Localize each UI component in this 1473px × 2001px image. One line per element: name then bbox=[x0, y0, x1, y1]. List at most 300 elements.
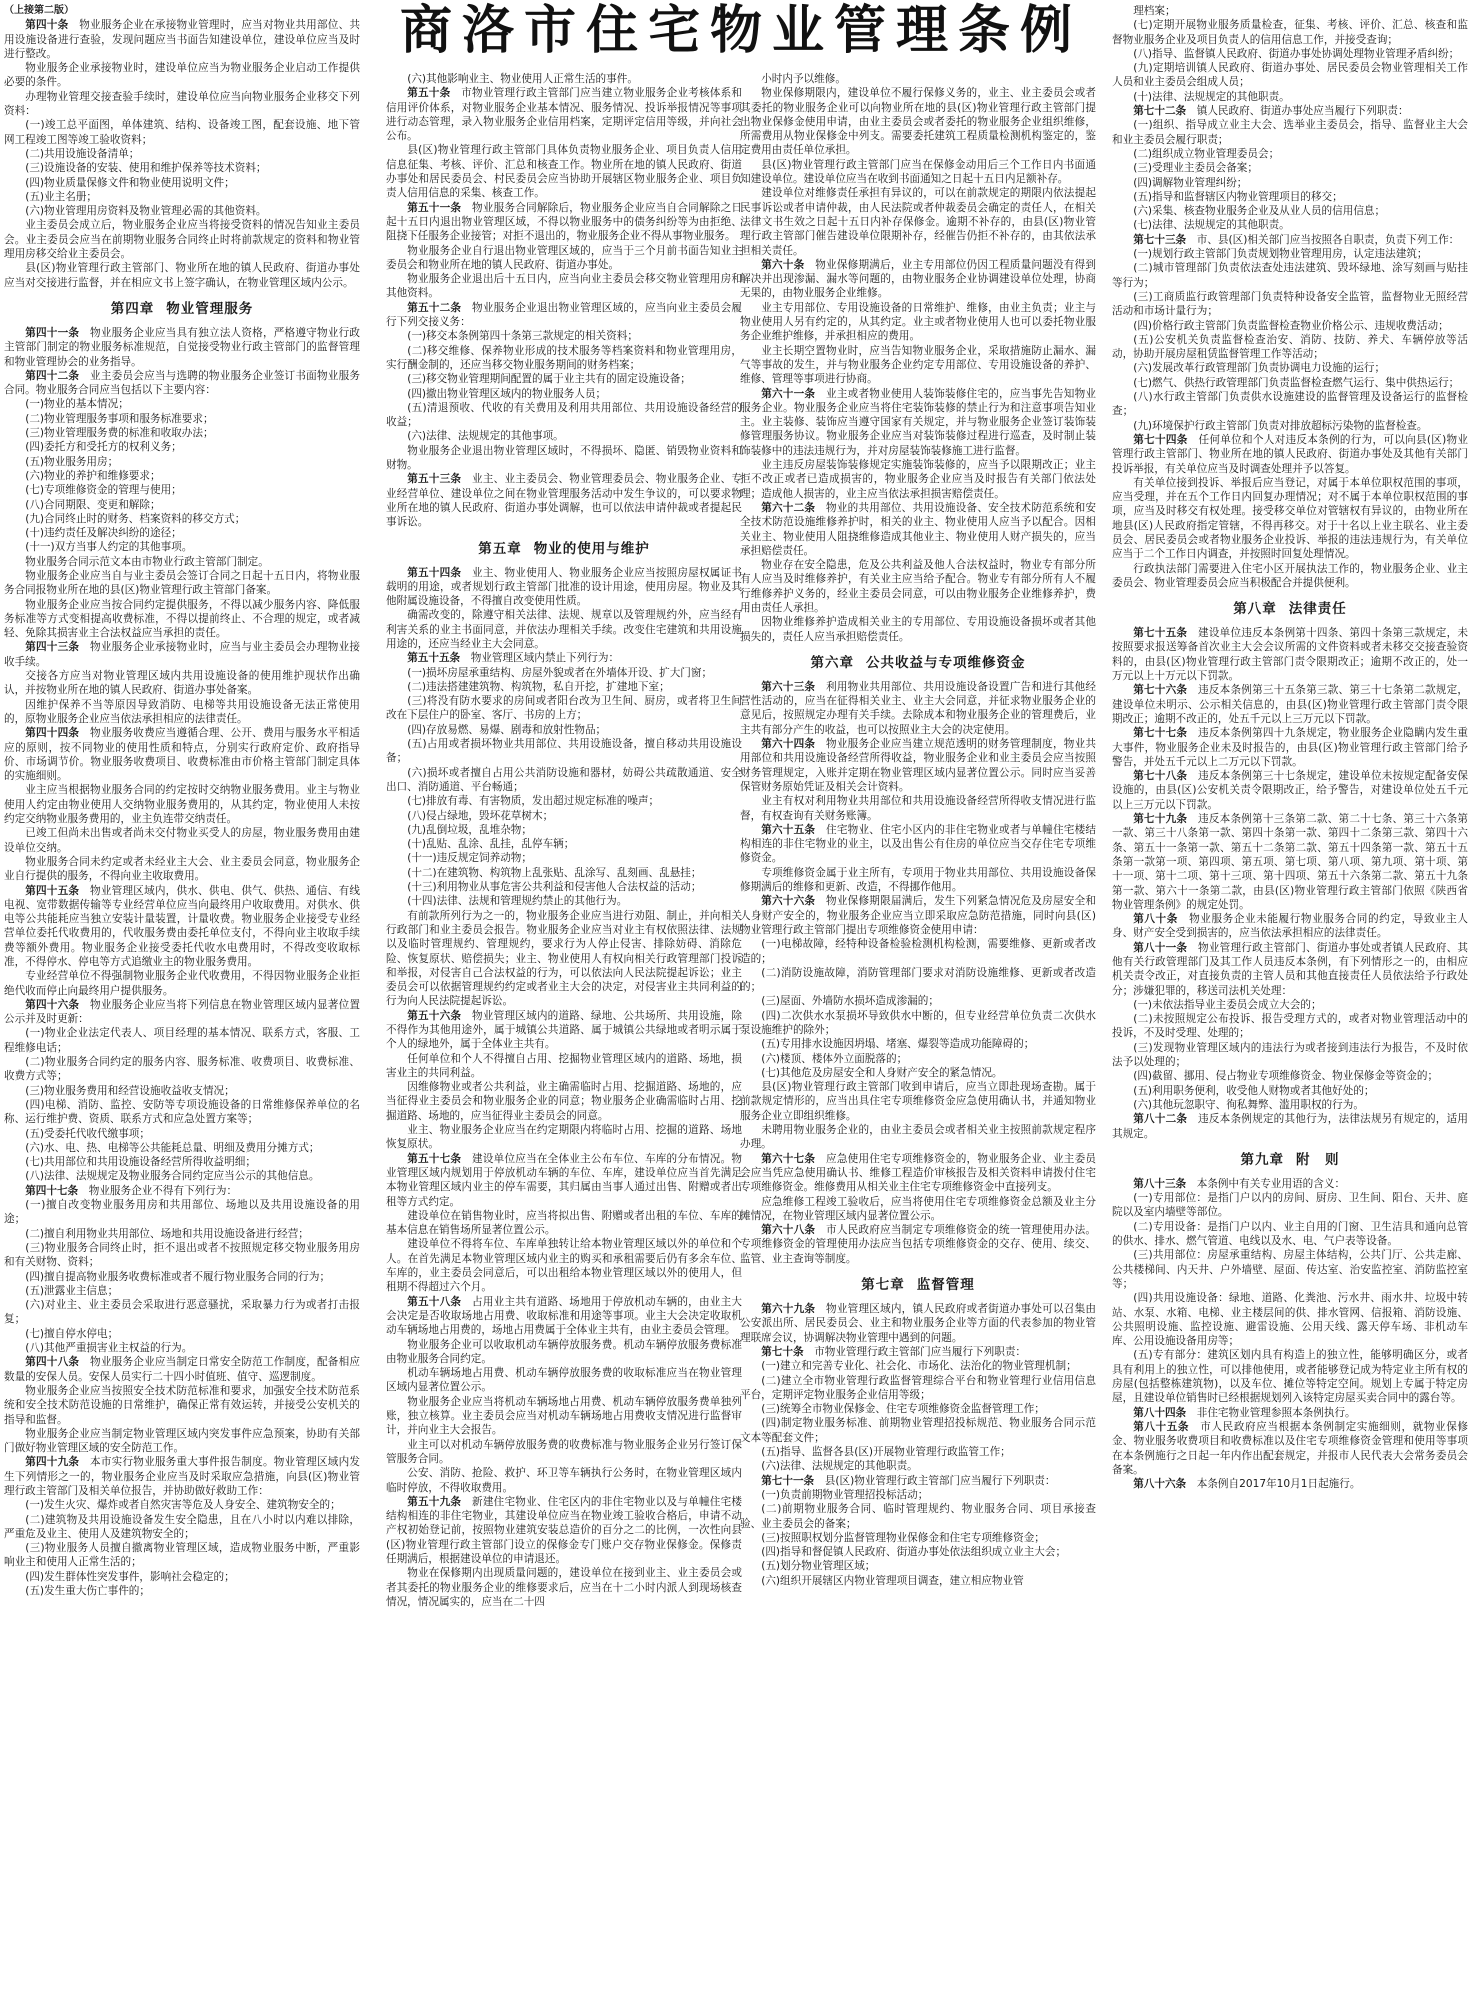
paragraph-text: 物业存在安全隐患，危及公共利益及他人合法权益时，物业专有部分所有人应当及时维修养护，有关业主应当给予配合。物业专有部分所有人不履行维修养护义务的，经业主委员会同意，可以由物业服务企业维修养护，费用由责任人承担。 bbox=[740, 559, 1096, 614]
body-paragraph bbox=[386, 694, 742, 723]
paragraph-text: (一)电梯故障，经特种设备检验检测机构检测，需要维修、更新或者改造的； bbox=[740, 938, 1096, 965]
paragraph-text: 镇人民政府、街道办事处应当履行下列职责： bbox=[1196, 105, 1409, 118]
paragraph-text: 物业服务企业可以收取机动车辆停放服务费。机动车辆停放服务费标准由物业服务合同约定。 bbox=[386, 1338, 742, 1365]
body-paragraph bbox=[4, 190, 360, 204]
paragraph-text: (六)水、电、热、电梯等公共能耗总量、明细及费用分摊方式； bbox=[25, 1141, 320, 1154]
body-paragraph bbox=[4, 1570, 360, 1584]
paragraph-text: (一)规划行政主管部门负责规划物业管理用房，认定违法建筑； bbox=[1133, 248, 1428, 261]
paragraph-text: 办理物业管理交接查验手续时，建设单位应当向物业服务企业移交下列资料： bbox=[4, 90, 360, 118]
body-paragraph bbox=[4, 1084, 360, 1098]
body-paragraph bbox=[4, 855, 360, 884]
paragraph-text: 物业服务企业应当具有独立法人资格，严格遵守物业行政主管部门制定的物业服务标准规范，自觉接受物业行政主管部门的监督管理和物业管理协会的业务指导。 bbox=[4, 326, 360, 368]
body-paragraph bbox=[740, 1123, 1096, 1152]
body-paragraph bbox=[4, 1169, 360, 1183]
paragraph-text: (五)公安机关负责监督检查治安、消防、技防、养犬、车辆停放等活动，协助开展房屋租赁监督管理工作等活动； bbox=[1112, 333, 1468, 361]
body-paragraph bbox=[386, 737, 742, 766]
paragraph-text: 建设单位违反本条例第十四条、第四十条第三款规定，未按照要求报送筹备首次业主大会会议所需的文件资料或者未移交交接查验资料的，由县(区)物业管理行政主管部门责令限期改正；逾期不改正的，处一万元以上十万元以下罚款。 bbox=[1112, 627, 1468, 683]
body-paragraph bbox=[1112, 476, 1468, 562]
body-paragraph bbox=[4, 261, 360, 290]
article-number: 第六十条 bbox=[761, 258, 816, 271]
body-paragraph bbox=[4, 455, 360, 469]
paragraph-text: (一)建立和完善专业化、社会化、市场化、法治化的物业管理机制； bbox=[761, 1360, 1077, 1373]
body-paragraph bbox=[386, 880, 742, 894]
article-paragraph bbox=[740, 737, 1096, 794]
body-paragraph bbox=[740, 1374, 1096, 1403]
paragraph-text: (二)城市管理部门负责依法查处违法建筑、毁坏绿地、涂写刻画与贴挂等行为； bbox=[1112, 262, 1468, 289]
continued-tag: （上接第二版） bbox=[4, 5, 74, 16]
body-paragraph bbox=[740, 1195, 1096, 1224]
paragraph-text: (十三)利用物业从事危害公共利益和侵害他人合法权益的活动； bbox=[407, 881, 702, 894]
paragraph-text: (一)物业的基本情况； bbox=[25, 398, 129, 411]
paragraph-text: 业主应当根据物业服务合同的约定按时交纳物业服务费用。业主与物业使用人约定由物业使用人交纳物业服务费用的，从其约定，物业使用人未按约定交纳物业服务费用的，业主负连带交纳责任。 bbox=[4, 784, 360, 826]
body-paragraph bbox=[740, 1545, 1096, 1559]
body-paragraph bbox=[4, 569, 360, 598]
chapter-heading bbox=[740, 1276, 1096, 1294]
article-number: 第五十三条 bbox=[407, 473, 473, 486]
paragraph-text: (六)法律、法规规定的其他职责。 bbox=[761, 1460, 918, 1473]
body-paragraph bbox=[4, 1127, 360, 1141]
paragraph-text: (五)划分物业管理区域； bbox=[761, 1560, 876, 1573]
body-paragraph bbox=[4, 176, 360, 190]
paragraph-text: (二)共用设施设备清单； bbox=[25, 147, 140, 160]
body-paragraph bbox=[4, 1098, 360, 1127]
paragraph-text: 任何单位和个人对违反本条例的行为，可以向县(区)物业管理行政主管部门、物业所在地的镇人民政府、街道办事处及其他有关部门投诉举报，有关单位应当及时调查处理并予以答复。 bbox=[1112, 433, 1468, 475]
body-paragraph bbox=[740, 937, 1096, 966]
paragraph-text: 物业服务企业承接物业时，应当与业主委员会办理物业接收手续。 bbox=[4, 641, 360, 668]
paragraph-text: (三)物业服务合同终止时，拒不退出或者不按照规定移交物业服务用房和有关财物、资料； bbox=[4, 1241, 360, 1269]
body-paragraph bbox=[1112, 1191, 1468, 1220]
body-paragraph bbox=[4, 1427, 360, 1456]
article-paragraph bbox=[740, 1302, 1096, 1345]
paragraph-text: 理档案； bbox=[1133, 5, 1176, 17]
body-paragraph bbox=[740, 1559, 1096, 1573]
body-paragraph bbox=[4, 440, 360, 454]
article-paragraph bbox=[740, 501, 1096, 558]
body-paragraph bbox=[740, 301, 1096, 344]
article-paragraph bbox=[386, 1009, 742, 1052]
paragraph-text: (二)移交维修、保养物业形成的技术服务等档案资料和物业管理用房，实行酬金制的，还应当移交物业服务期间的财务档案； bbox=[386, 344, 742, 371]
paragraph-text: 物业服务企业在承接物业管理时，应当对物业共用部位、共用设施设备进行查验，发现问题应当书面告知建设单位，建设单位应当及时进行整改。 bbox=[4, 19, 360, 60]
paragraph-text: (六)对业主、业主委员会采取进行恶意骚扰，采取暴力行为或者打击报复； bbox=[4, 1299, 360, 1326]
paragraph-text: 建设单位对维修责任承担有异议的，可以在前款规定的期限内依法提起民事诉讼或者申请仲裁，由人民法院或者仲裁委员会确定的责任人，在相关法律文书生效之日起十五日内补存保修金。逾期不补存的，由县(区)物业管理行政主管部门催告建设单位限期补存，经催告仍拒不补存的，由其依法承担相关责任。 bbox=[740, 187, 1096, 257]
article-number: 第八十三条 bbox=[1133, 1177, 1197, 1190]
article-paragraph bbox=[4, 369, 360, 398]
column-3 bbox=[740, 72, 1096, 1997]
article-paragraph bbox=[1112, 1112, 1468, 1141]
paragraph-text: (九)定期培训镇人民政府、街道办事处、居民委员会物业管理相关工作人员和业主委员会组成人员； bbox=[1112, 62, 1468, 89]
paragraph-text: (一)移交本条例第四十条第三款规定的相关资料； bbox=[407, 330, 638, 343]
body-paragraph bbox=[4, 826, 360, 855]
paragraph-text: 有关单位接到投诉、举报后应当登记，对属于本单位职权范围的事项，应当受理，并在五个工作日内回复办理情况；对不属于本单位职权范围的事项，应当及时移交有权处理。接受移交单位对管辖权有异议的，由物业所在地县(区)人民政府指定管辖，不得再移交。对于十名以上业主联名、业主委员会、居民委员会或者物业服务企业投诉、举报的违法违规行为，有关单位应当于二个工作日内调查，并按照时回复处理情况。 bbox=[1112, 476, 1468, 561]
chapter-heading-part: 物业管理服务 bbox=[166, 300, 254, 317]
body-paragraph bbox=[386, 1338, 742, 1367]
body-paragraph bbox=[4, 483, 360, 497]
body-paragraph bbox=[740, 344, 1096, 387]
body-paragraph bbox=[386, 851, 742, 865]
article-number: 第四十条 bbox=[25, 19, 80, 32]
body-paragraph bbox=[4, 1227, 360, 1241]
paragraph-text: (六)发展改革行政管理部门负责协调电力设施的运行； bbox=[1133, 362, 1386, 375]
article-paragraph bbox=[4, 726, 360, 783]
paragraph-text: (二)擅自利用物业共用部位、场地和共用设施设备进行经营； bbox=[25, 1227, 309, 1240]
article-paragraph bbox=[1112, 1177, 1468, 1191]
article-paragraph bbox=[386, 1152, 742, 1209]
paragraph-text: 物业服务企业承接物业时，建设单位应当为物业服务企业启动工作提供必要的条件。 bbox=[4, 62, 360, 89]
paragraph-text: (四)撤出物业管理区域内的物业服务人员； bbox=[407, 387, 607, 400]
article-paragraph bbox=[4, 884, 360, 970]
paragraph-text: 物业服务合同未约定或者未经业主大会、业主委员会同意，物业服务企业自行提供的服务，不得向业主收取费用。 bbox=[4, 855, 360, 883]
body-paragraph bbox=[4, 147, 360, 161]
body-paragraph bbox=[1112, 376, 1468, 390]
body-paragraph bbox=[386, 1209, 742, 1238]
article-paragraph bbox=[740, 1223, 1096, 1266]
article-number: 第四十一条 bbox=[25, 326, 91, 339]
article-paragraph bbox=[386, 301, 742, 330]
body-paragraph bbox=[1112, 319, 1468, 333]
body-paragraph bbox=[740, 458, 1096, 501]
paragraph-text: 物业服务合同解除后，物业服务企业应当自合同解除之日起十五日内退出物业管理区域，不得以物业服务中的债务纠纷等为由拒绝、阻挠下任服务企业接管；对拒不退出的，物业服务企业不得从事物业服务。 bbox=[386, 201, 742, 243]
column-1 bbox=[4, 4, 360, 1999]
paragraph-text: 业主委员会成立后，物业服务企业应当将接受资料的情况告知业主委员会。业主委员会应当在前期物业服务合同终止时将前款规定的资料和物业管理用房移交给业主委员会。 bbox=[4, 219, 360, 261]
body-paragraph bbox=[740, 1502, 1096, 1531]
body-paragraph bbox=[740, 1459, 1096, 1473]
chapter-heading bbox=[4, 300, 360, 318]
paragraph-text: (八)合同期限、变更和解除； bbox=[25, 498, 161, 511]
body-paragraph bbox=[1112, 1248, 1468, 1291]
article-number: 第七十九条 bbox=[1133, 813, 1199, 826]
body-paragraph bbox=[386, 244, 742, 273]
body-paragraph bbox=[740, 1037, 1096, 1051]
body-paragraph bbox=[740, 1531, 1096, 1545]
body-paragraph bbox=[386, 766, 742, 795]
paragraph-text: 新建住宅物业、住宅区内的非住宅物业以及与单幢住宅楼结构相连的非住宅物业，其建设单位应当在物业竣工验收合格后，申请不动产权初始登记前，按照物业建筑安装总造价的百分之二的比例，一次性向县(区)物业管理行政主管部门设立的保修金专门账户交存物业保修金。保修责任期满后，根据建设单位的申请退还。 bbox=[386, 1495, 742, 1565]
body-paragraph bbox=[1112, 1084, 1468, 1098]
article-paragraph bbox=[1112, 233, 1468, 247]
body-paragraph bbox=[4, 1284, 360, 1298]
article-number: 第四十七条 bbox=[25, 1184, 89, 1197]
body-paragraph bbox=[1112, 204, 1468, 218]
paragraph-text: 业主、物业服务企业应当在约定期限内将临时占用、挖掘的道路、场地恢复原状。 bbox=[386, 1124, 742, 1151]
body-paragraph bbox=[4, 1498, 360, 1512]
paragraph-text: (八)指导、监督镇人民政府、街道办事处协调处理物业管理矛盾纠纷； bbox=[1133, 47, 1460, 60]
article-paragraph bbox=[740, 1345, 1096, 1359]
body-paragraph bbox=[740, 615, 1096, 644]
paragraph-text: (五)利用职务便利，收受他人财物或者其他好处的； bbox=[1133, 1084, 1375, 1097]
article-paragraph bbox=[1112, 433, 1468, 476]
paragraph-text: 业主专用部位、专用设施设备的日常维护、维修，由业主负责；业主与物业使用人另有约定的，从其约定。业主或者物业使用人也可以委托物业服务企业维护维修，并承担相应的费用。 bbox=[740, 301, 1096, 343]
body-paragraph bbox=[386, 894, 742, 908]
body-paragraph bbox=[1112, 118, 1468, 147]
article-paragraph bbox=[4, 1184, 360, 1198]
body-paragraph bbox=[4, 412, 360, 426]
paragraph-text: (二)未按照规定公布投诉、报告受理方式的，或者对物业管理活动中的投诉，不及时受理、处理的； bbox=[1112, 1013, 1468, 1040]
paragraph-text: (一)组织、指导成立业主大会、选举业主委员会，指导、监督业主大会和业主委员会履行职责； bbox=[1112, 119, 1468, 146]
body-paragraph bbox=[386, 272, 742, 301]
article-number: 第七十七条 bbox=[1133, 727, 1199, 740]
paragraph-text: 物业服务企业应当建立规范透明的财务管理制度，物业共用部位和共用设施设备经营所得收益，物业服务企业和业主委员会应当按照财务管理规定，入账并定期在物业管理区域内显著位置公示。同时应当妥善保管财务原始凭证及相关会计资料。 bbox=[740, 738, 1096, 793]
article-paragraph bbox=[1112, 104, 1468, 118]
body-paragraph bbox=[4, 1513, 360, 1542]
paragraph-text: 物业服务合同示范文本由市物业行政主管部门制定。 bbox=[25, 555, 269, 568]
paragraph-text: 物业服务企业退出物业管理区域的，应当向业主委员会履行下列交接义务： bbox=[386, 301, 742, 329]
article-number: 第五十条 bbox=[407, 87, 462, 100]
paragraph-text: (十一)双方当事人约定的其他事项。 bbox=[25, 541, 193, 554]
body-paragraph bbox=[1112, 998, 1468, 1012]
body-paragraph bbox=[1112, 190, 1468, 204]
body-paragraph bbox=[4, 1155, 360, 1169]
paragraph-text: (一)损坏房屋承重结构、房屋外貌或者在外墙体开设、扩大门窗； bbox=[407, 666, 713, 679]
body-paragraph bbox=[386, 823, 742, 837]
paragraph-text: (六)其他玩忽职守、徇私舞弊、滥用职权的行为。 bbox=[1133, 1098, 1364, 1111]
body-paragraph bbox=[4, 469, 360, 483]
article-paragraph bbox=[740, 680, 1096, 737]
body-paragraph bbox=[386, 723, 742, 737]
paragraph-text: (一)竣工总平面图，单体建筑、结构、设备竣工图，配套设施、地下管网工程竣工图等竣工验收资料； bbox=[4, 119, 360, 146]
chapter-heading-part: 第七章 bbox=[861, 1277, 905, 1294]
paragraph-text: (四)截留、挪用、侵占物业专项维修资金、物业保修金等资金的； bbox=[1133, 1070, 1439, 1083]
article-number: 第七十六条 bbox=[1133, 684, 1199, 697]
paragraph-text: (三)将没有防水要求的房间或者阳台改为卫生间、厨房，或者将卫生间改在下层住户的卧室、客厅、书房的上方； bbox=[386, 695, 742, 722]
paragraph-text: 市物业管理行政主管部门应当建立物业服务企业考核体系和信用评价体系，对物业服务企业基本情况、服务情况、投诉举报情况等事项进行动态管理，录入物业服务企业信用档案，定期评定信用等级，并向社会公布。 bbox=[386, 87, 742, 143]
body-paragraph bbox=[386, 909, 742, 1009]
paragraph-text: 物业服务收费应当遵循合理、公开、费用与服务水平相适应的原则，按不同物业的使用性质和特点，分别实行政府定价、政府指导价、市场调节价。物业服务收费项目、收费标准由市价格主管部门制定具体的实施细则。 bbox=[4, 727, 360, 783]
paragraph-text: (五)泄露业主信息； bbox=[25, 1284, 119, 1297]
body-paragraph bbox=[740, 86, 1096, 157]
paragraph-text: 物业服务企业不得有下列行为： bbox=[88, 1184, 238, 1197]
chapter-heading bbox=[740, 654, 1096, 672]
body-paragraph bbox=[1112, 147, 1468, 161]
paragraph-text: 物业服务企业应当制定日常安全防范工作制度，配备相应数量的安保人员。安保人员实行二十四小时值班、值守、巡逻制度。 bbox=[4, 1356, 360, 1383]
paragraph-text: (一)物业企业法定代表人、项目经理的基本情况、联系方式，客服、工程维修电话； bbox=[4, 1027, 360, 1054]
body-paragraph bbox=[386, 401, 742, 430]
paragraph-text: 业主或者物业使用人装饰装修住宅的，应当事先告知物业服务企业。物业服务企业应当将住宅装饰装修的禁止行为和注意事项告知业主。业主装修、装饰应当遵守国家有关规定，并与物业服务企业签订装饰装修管理服务协议。物业服务企业应当对装饰装修过程进行巡查，及时制止装饰装修中的违法违规行为，并对房屋装饰装修施工进行监督。 bbox=[740, 387, 1096, 457]
paragraph-text: 物业服务企业自行退出物业管理区域的，应当于三个月前书面告知业主委员会和物业所在地的镇人民政府、街道办事处。 bbox=[386, 244, 742, 271]
paragraph-text: 县(区)物业管理行政主管部门应当履行下列职责： bbox=[824, 1474, 1056, 1487]
body-paragraph bbox=[1112, 1291, 1468, 1348]
body-paragraph bbox=[4, 204, 360, 218]
article-number: 第四十五条 bbox=[25, 884, 91, 897]
body-paragraph bbox=[386, 866, 742, 880]
column-4 bbox=[1112, 4, 1468, 1999]
paragraph-text: (三)移交物业管理期间配置的属于业主共有的固定设施设备； bbox=[407, 373, 691, 386]
body-paragraph bbox=[4, 498, 360, 512]
chapter-heading-part: 第六章 bbox=[810, 654, 854, 671]
article-number: 第八十四条 bbox=[1133, 1406, 1197, 1419]
article-number: 第六十五条 bbox=[761, 823, 827, 836]
chapter-heading-part: 物业的使用与维护 bbox=[533, 540, 650, 557]
article-paragraph bbox=[1112, 683, 1468, 726]
paragraph-text: 应急维修工程竣工验收后，应当将使用住宅专项维修资金总额及业主分摊情况，在物业管理区域内显著位置公示。 bbox=[740, 1195, 1096, 1222]
paragraph-text: 物业管理区域内，镇人民政府或者街道办事处可以召集由公安派出所、居民委员会、业主和物业服务企业等方面的代表参加的物业管理联席会议，协调解决物业管理中遇到的问题。 bbox=[740, 1303, 1096, 1344]
article-paragraph bbox=[386, 86, 742, 143]
paragraph-text: (九)环境保护行政主管部门负责对排放超标污染物的监督检查。 bbox=[1133, 419, 1428, 432]
body-paragraph bbox=[386, 666, 742, 680]
paragraph-text: 物业服务企业应当将机动车辆场地占用费、机动车辆停放服务费单独列账，独立核算。业主委员会应当对机动车辆场地占用费收支情况进行监督审计，并向业主大会报告。 bbox=[386, 1395, 742, 1437]
article-number: 第七十四条 bbox=[1133, 433, 1199, 446]
article-number: 第五十八条 bbox=[407, 1295, 473, 1308]
continued-text bbox=[1112, 4, 1468, 18]
paragraph-text: 建设单位在销售物业时，应当将拟出售、附赠或者出租的车位、车库的基本信息在销售场所显著位置公示。 bbox=[386, 1209, 742, 1237]
body-paragraph bbox=[4, 426, 360, 440]
paragraph-text: 业主长期空置物业时，应当告知物业服务企业，采取措施防止漏水、漏气等事故的发生，并与物业服务企业约定专用部位、专用设施设备的养护、维修、管理等事项进行协商。 bbox=[740, 344, 1096, 386]
paragraph-text: 物业保修期限届满后，发生下列紧急情况危及房屋安全和人身财产安全的，物业服务企业应当立即采取应急防范措施，同时向县(区)物业管理行政主管部门提出专项维修资金使用申请： bbox=[740, 895, 1096, 936]
paragraph-text: (四)调解物业管理纠纷； bbox=[1133, 176, 1248, 189]
body-paragraph bbox=[1112, 1098, 1468, 1112]
chapter-heading bbox=[386, 540, 742, 558]
paragraph-text: (一)擅自改变物业服务用房和共用部位、场地以及共用设施设备的用途； bbox=[4, 1199, 360, 1226]
body-paragraph bbox=[740, 1080, 1096, 1123]
body-paragraph bbox=[4, 1584, 360, 1598]
paragraph-text: 县(区)物业管理行政主管部门具体负责物业服务企业、项目负责人信用信息征集、考核、评价、汇总和核查工作。物业所在地的镇人民政府、街道办事处和居民委员会、村民委员会应当协助开展辖区物业服务企业、项目负责人信用信息的采集、核查工作。 bbox=[386, 144, 742, 200]
chapter-heading-part: 第八章 bbox=[1233, 601, 1277, 618]
article-paragraph bbox=[1112, 1477, 1468, 1491]
paragraph-text: (二)消防设施故障，消防管理部门要求对消防设施维修、更新或者改造的； bbox=[740, 966, 1096, 994]
paragraph-text: (三)工商质监行政管理部门负责特种设备安全监管，监督物业无照经营活动和市场计量行为； bbox=[1112, 290, 1468, 318]
paragraph-text: 物业服务企业未能履行物业服务合同的约定，导致业主人身、财产安全受到损害的，应当依法承担相应的法律责任。 bbox=[1112, 913, 1468, 940]
article-number: 第六十三条 bbox=[761, 680, 827, 693]
body-paragraph bbox=[4, 397, 360, 411]
paragraph-text: (五)清退预收、代收的有关费用及利用共用部位、共用设施设备经营的收益； bbox=[386, 401, 742, 429]
body-paragraph bbox=[1112, 290, 1468, 319]
paragraph-text: (八)水行政主管部门负责供水设施建设的监督管理及设备运行的监督检查； bbox=[1112, 391, 1468, 418]
article-number: 第五十九条 bbox=[407, 1495, 473, 1508]
paragraph-text: (二)物业服务合同约定的服务内容、服务标准、收费项目、收费标准、收费方式等； bbox=[4, 1056, 360, 1083]
body-paragraph bbox=[386, 1395, 742, 1438]
paragraph-text: 业主、物业使用人、物业服务企业应当按照房屋权属证书载明的用途，或者规划行政主管部门批准的设计用途，使用房屋。物业及其他附属设施设备，不得擅自改变使用性质。 bbox=[386, 566, 742, 608]
body-paragraph bbox=[1112, 18, 1468, 47]
article-number: 第四十九条 bbox=[25, 1456, 91, 1469]
body-paragraph bbox=[1112, 261, 1468, 290]
paragraph-text: (八)其他严重损害业主权益的行为。 bbox=[25, 1342, 193, 1355]
paragraph-text: 确需改变的，除遵守相关法律、法规、规章以及管理规约外，应当经有利害关系的业主书面同意，并依法办理相关手续。改变住宅建筑和共用设施用途的，还应当经业主大会同意。 bbox=[386, 609, 742, 650]
body-paragraph bbox=[386, 444, 742, 473]
body-paragraph bbox=[1112, 333, 1468, 362]
paragraph-text: (七)专项维修资金的管理与使用； bbox=[25, 484, 182, 497]
body-paragraph bbox=[4, 1141, 360, 1155]
paragraph-text: (四)擅自提高物业服务收费标准或者不履行物业服务合同的行为； bbox=[25, 1270, 331, 1283]
paragraph-text: (七)定期开展物业服务质量检查，征集、考核、评价、汇总、核查和监督物业服务企业及项目负责人的信用信息工作，并接受查询； bbox=[1112, 19, 1468, 46]
paragraph-text: 专业经营单位不得强制物业服务企业代收费用，不得因物业服务企业拒绝代收而停止向最终用户提供服务。 bbox=[4, 970, 360, 997]
body-paragraph bbox=[740, 1402, 1096, 1416]
article-number: 第七十三条 bbox=[1133, 233, 1197, 246]
article-number: 第八十六条 bbox=[1133, 1478, 1197, 1491]
body-paragraph bbox=[1112, 176, 1468, 190]
body-paragraph bbox=[740, 158, 1096, 187]
article-paragraph bbox=[740, 387, 1096, 458]
paragraph-text: (五)发生重大伤亡事件的； bbox=[25, 1585, 150, 1598]
body-paragraph bbox=[1112, 161, 1468, 175]
paragraph-text: (五)专有部分：建筑区划内具有构造上的独立性，能够明确区分，或者具有利用上的独立性，可以排他使用，或者能够登记成为特定业主所有权的房屋(包括整栋建筑物)，以及车位、摊位等特定空间。规划上专属于特定房屋，且建设单位销售时已经根据规划列入该特定房屋买卖合同中的露台等。 bbox=[1112, 1349, 1468, 1405]
article-number: 第七十八条 bbox=[1133, 770, 1199, 783]
body-paragraph bbox=[4, 218, 360, 261]
body-paragraph bbox=[1112, 247, 1468, 261]
paragraph-text: (五)物业服务用房； bbox=[25, 455, 119, 468]
body-paragraph bbox=[4, 512, 360, 526]
paragraph-text: (十)法律、法规规定的其他职责。 bbox=[1133, 90, 1290, 103]
paragraph-text: (八)法律、法规规定及物业服务合同约定应当公示的其他信息。 bbox=[25, 1170, 320, 1183]
body-paragraph bbox=[1112, 90, 1468, 104]
body-paragraph bbox=[386, 1466, 742, 1495]
article-paragraph bbox=[1112, 812, 1468, 912]
body-paragraph bbox=[4, 1541, 360, 1570]
body-paragraph bbox=[4, 161, 360, 175]
body-paragraph bbox=[4, 526, 360, 540]
body-paragraph bbox=[386, 809, 742, 823]
article-paragraph bbox=[386, 201, 742, 244]
paragraph-text: (三)物业管理服务费的标准和收取办法； bbox=[25, 427, 214, 440]
paragraph-text: (四)二次供水水泵损坏导致供水中断的，但专业经营单位负责二次供水泵设施维护的除外； bbox=[740, 1009, 1096, 1036]
paragraph-text: (三)物业服务人员擅自撤离物业管理区域，造成物业服务中断，严重影响业主和使用人正常生活的； bbox=[4, 1542, 360, 1569]
article-number: 第四十八条 bbox=[25, 1356, 91, 1369]
paragraph-text: (六)损坏或者擅自占用公共消防设施和器材，妨碍公共疏散通道、安全出口、消防通道、平台畅通； bbox=[386, 766, 742, 793]
chapter-heading-part: 第四章 bbox=[110, 300, 155, 317]
article-paragraph bbox=[4, 18, 360, 61]
paragraph-text: (四)物业质量保修文件和物业使用说明文件； bbox=[25, 176, 235, 189]
paragraph-text: (九)合同终止时的财务、档案资料的移交方式； bbox=[25, 512, 246, 525]
paragraph-text: (二)物业管理服务事项和服务标准要求； bbox=[25, 412, 214, 425]
paragraph-text: (五)占用或者损坏物业共用部位、共用设施设备，擅自移动共用设施设备； bbox=[386, 738, 742, 765]
article-number: 第七十二条 bbox=[1133, 105, 1197, 118]
paragraph-text: 物业服务企业应当制定物业管理区域内突发事件应急预案，协助有关部门做好物业管理区域的安全防范工作。 bbox=[4, 1427, 360, 1455]
paragraph-text: (五)受委托代收代缴事项； bbox=[25, 1127, 150, 1140]
article-number: 第五十七条 bbox=[407, 1152, 473, 1165]
paragraph-text: 物业管理区域内，供水、供电、供气、供热、通信、有线电视、宽带数据传输等专业经营单位应当向最终用户收取费用。对供水、供电等公共能耗应当独立安装计量装置，计量收费。物业服务企业接受专业经营单位委托代收费用的，代收服务费由委托单位支付，不得向业主收取手续费等额外费用。物业服务企业接受委托代收水电费用时，不得改变收取标准，不得停水、停电等方式追缴业主的物业服务费用。 bbox=[4, 884, 360, 968]
body-paragraph bbox=[1112, 47, 1468, 61]
body-paragraph bbox=[386, 794, 742, 808]
article-paragraph bbox=[386, 651, 742, 665]
article-paragraph bbox=[4, 1455, 360, 1498]
body-paragraph bbox=[386, 429, 742, 443]
article-number: 第六十七条 bbox=[761, 1152, 827, 1165]
paragraph-text: 物业服务企业退出物业管理区域时，不得损坏、隐匿、销毁物业资料和财物。 bbox=[386, 444, 742, 472]
body-paragraph bbox=[740, 558, 1096, 615]
body-paragraph bbox=[1112, 419, 1468, 433]
article-paragraph bbox=[386, 1295, 742, 1338]
body-paragraph bbox=[386, 344, 742, 373]
paragraph-text: (五)业主名册； bbox=[25, 190, 98, 203]
paragraph-text: 物业服务企业应当自与业主委员会签订合同之日起十五日内，将物业服务合同报物业所在地的县(区)物业管理行政主管部门备案。 bbox=[4, 569, 360, 597]
chapter-heading-part: 附 则 bbox=[1296, 1151, 1340, 1168]
article-paragraph bbox=[1112, 1420, 1468, 1477]
paragraph-text: (六)法律、法规规定的其他事项。 bbox=[407, 430, 564, 443]
paragraph-text: (十)违约责任及解决纠纷的途径； bbox=[25, 527, 182, 540]
paragraph-text: 行政执法部门需要进入住宅小区开展执法工作的，物业服务企业、业主委员会、物业管理委员会应当积极配合并提供便利。 bbox=[1112, 562, 1468, 589]
body-paragraph bbox=[386, 1123, 742, 1152]
paragraph-text: (九)乱倒垃圾，乱堆杂物； bbox=[407, 823, 532, 836]
paragraph-text: (七)擅自停水停电； bbox=[25, 1327, 119, 1340]
paragraph-text: (四)发生群体性突发事件，影响社会稳定的； bbox=[25, 1570, 235, 1583]
paragraph-text: (七)排放有毒、有害物质，发出超过规定标准的噪声； bbox=[407, 795, 660, 808]
paragraph-text: 业主可以对机动车辆停放服务费的收费标准与物业服务企业另行签订保管服务合同。 bbox=[386, 1438, 742, 1465]
body-paragraph bbox=[386, 143, 742, 200]
paragraph-text: (二)专用设备：是指门户以内、业主自用的门窗、卫生洁具和通向总管的供水、排水、燃气管道、电线以及水、电、气户表等设备。 bbox=[1112, 1220, 1468, 1248]
body-paragraph bbox=[740, 1066, 1096, 1080]
article-paragraph bbox=[740, 258, 1096, 301]
article-paragraph bbox=[4, 326, 360, 369]
paragraph-text: 物业管理行政主管部门、街道办事处或者镇人民政府、其他有关行政管理部门及其工作人员违反本条例，有下列情形之一的，由相应机关责令改正，对直接负责的主管人员和其他直接责任人员依法给予行政处分；涉嫌犯罪的，移送司法机关处理： bbox=[1112, 941, 1468, 997]
paragraph-text: (四)电梯、消防、监控、安防等专项设施设备的日常维修保养单位的名称、运行维护费、资质、联系方式和应急处置方案等； bbox=[4, 1098, 360, 1126]
article-number: 第八十二条 bbox=[1133, 1113, 1199, 1126]
body-paragraph bbox=[4, 90, 360, 119]
article-paragraph bbox=[740, 894, 1096, 937]
body-paragraph bbox=[740, 1052, 1096, 1066]
body-paragraph bbox=[4, 969, 360, 998]
article-paragraph bbox=[1112, 912, 1468, 941]
paragraph-text: (二)建立全市物业管理行政监督管理综合平台和物业管理行业信用信息平台，定期评定物业服务企业信用等级； bbox=[740, 1374, 1096, 1401]
paragraph-text: 未聘用物业服务企业的，由业主委员会或者相关业主按照前款规定程序办理。 bbox=[740, 1124, 1096, 1151]
body-paragraph bbox=[386, 372, 742, 386]
article-number: 第五十一条 bbox=[407, 201, 473, 214]
